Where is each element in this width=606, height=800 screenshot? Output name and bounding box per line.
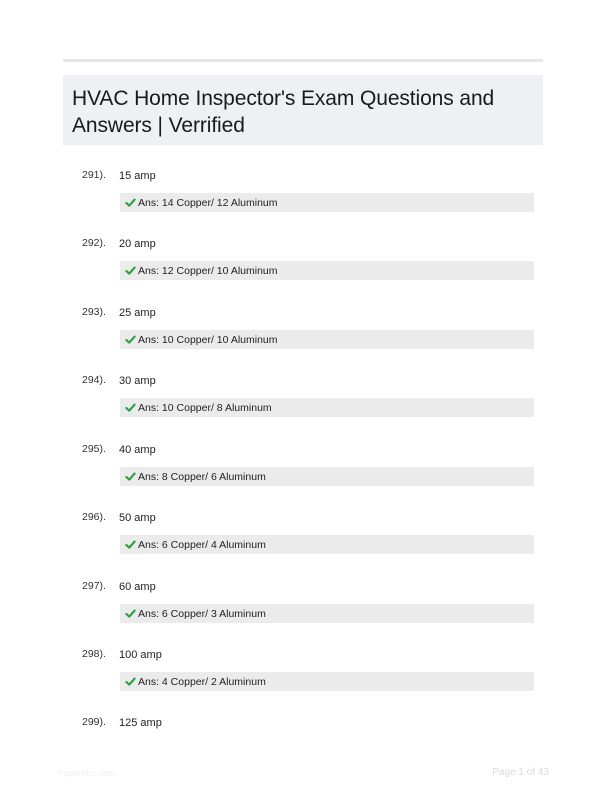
- answer-box: [120, 535, 534, 554]
- check-icon: [125, 471, 136, 482]
- question-number: 299).: [82, 716, 106, 728]
- answer-box: [120, 193, 534, 212]
- question-text: 15 amp: [119, 170, 156, 182]
- answer-text: Ans: 8 Copper/ 6 Aluminum: [138, 470, 266, 483]
- title-banner: [63, 75, 543, 145]
- question-number: 292).: [82, 237, 106, 249]
- question-number: 297).: [82, 580, 106, 592]
- check-icon: [125, 334, 136, 345]
- top-divider: [63, 59, 543, 62]
- question-text: 60 amp: [119, 581, 156, 593]
- check-icon: [125, 608, 136, 619]
- question-number: 293).: [82, 306, 106, 318]
- answer-text: Ans: 10 Copper/ 8 Aluminum: [138, 401, 272, 414]
- answer-text: Ans: 12 Copper/ 10 Aluminum: [138, 264, 278, 277]
- question-number: 291).: [82, 169, 106, 181]
- question-text: 25 amp: [119, 307, 156, 319]
- answer-box: [120, 330, 534, 349]
- answer-text: Ans: 14 Copper/ 12 Aluminum: [138, 196, 278, 209]
- footer-watermark: Paperbbc.com: [57, 768, 116, 778]
- answer-box: [120, 398, 534, 417]
- page-title: HVAC Home Inspector's Exam Questions and Answers | Verrified: [72, 87, 495, 137]
- answer-box: [120, 604, 534, 623]
- question-number: 298).: [82, 648, 106, 660]
- answer-box: [120, 467, 534, 486]
- question-item: [0, 443, 606, 503]
- question-item: [0, 374, 606, 434]
- check-icon: [125, 539, 136, 550]
- answer-text: Ans: 4 Copper/ 2 Aluminum: [138, 675, 266, 688]
- question-text: 40 amp: [119, 444, 156, 456]
- page-number: Page 1 of 43: [492, 767, 549, 778]
- question-text: 125 amp: [119, 717, 162, 729]
- question-item: [0, 648, 606, 708]
- question-text: 100 amp: [119, 649, 162, 661]
- question-item: [0, 511, 606, 571]
- question-number: 296).: [82, 511, 106, 523]
- check-icon: [125, 265, 136, 276]
- question-number: 295).: [82, 443, 106, 455]
- check-icon: [125, 402, 136, 413]
- answer-box: [120, 261, 534, 280]
- answer-box: [120, 672, 534, 691]
- answer-text: Ans: 6 Copper/ 3 Aluminum: [138, 607, 266, 620]
- question-item: [0, 237, 606, 297]
- question-number: 294).: [82, 374, 106, 386]
- question-text: 50 amp: [119, 512, 156, 524]
- question-item: [0, 169, 606, 229]
- question-text: 20 amp: [119, 238, 156, 250]
- question-item: [0, 306, 606, 366]
- question-text: 30 amp: [119, 375, 156, 387]
- answer-text: Ans: 10 Copper/ 10 Aluminum: [138, 333, 278, 346]
- question-item: [0, 580, 606, 640]
- check-icon: [125, 197, 136, 208]
- answer-text: Ans: 6 Copper/ 4 Aluminum: [138, 538, 266, 551]
- check-icon: [125, 676, 136, 687]
